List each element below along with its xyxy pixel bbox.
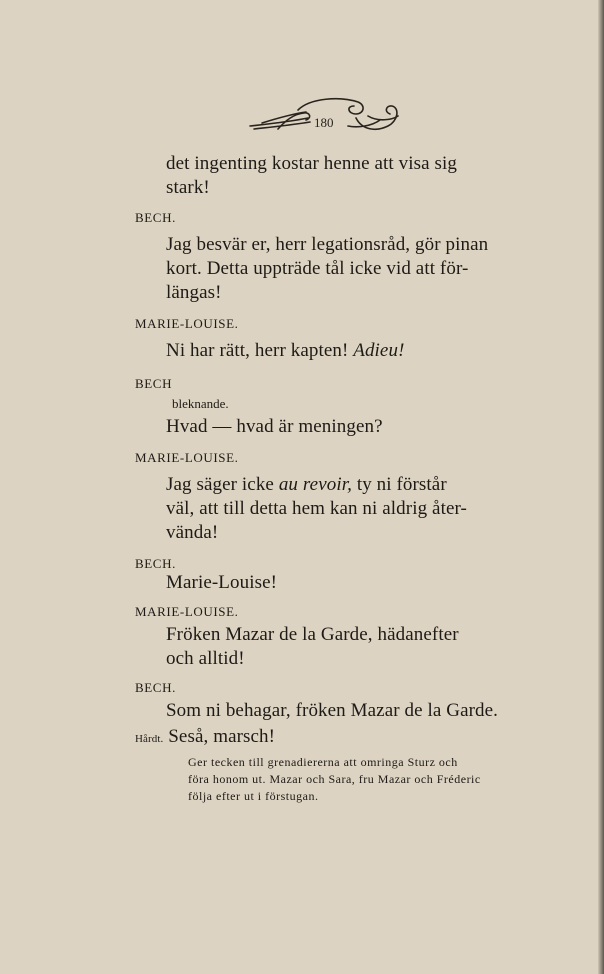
speaker-label: MARIE-LOUISE. (135, 316, 239, 331)
text-line: stark! (166, 177, 210, 198)
text-line: kort. Detta uppträde tål icke vid att för- (166, 258, 469, 279)
text-line (166, 474, 447, 496)
text-line: det ingenting kostar henne att visa sig (166, 153, 457, 174)
text-span: Jag säger icke (166, 474, 274, 495)
speaker-label: BECH (135, 376, 173, 391)
text-line: Fröken Mazar de la Garde, hädanefter (166, 624, 459, 645)
speaker-label: MARIE-LOUISE. (135, 604, 239, 619)
text-line: Jag besvär er, herr legationsråd, gör pinan (166, 234, 489, 255)
speaker-label: BECH. (135, 556, 176, 571)
italic-text: Adieu! (353, 340, 405, 361)
text-span: Ni har rätt, herr kapten! (166, 340, 349, 361)
page-number: 180 (314, 115, 334, 130)
text-line: Hvad — hvad är meningen? (166, 416, 383, 437)
text-span: Seså, marsch! (168, 726, 276, 747)
text-line: och alltid! (166, 648, 245, 669)
text-span: ty ni förstår (356, 474, 447, 495)
text-line: vända! (166, 522, 219, 543)
text-line (166, 340, 405, 362)
stage-direction: bleknande. (172, 396, 229, 411)
speaker-label: BECH. (135, 680, 176, 695)
page-edge (598, 0, 604, 974)
stage-direction-line: föra honom ut. Mazar och Sara, fru Mazar och Fréderic (188, 772, 481, 786)
speaker-label: BECH. (135, 210, 176, 225)
italic-text: au revoir, (278, 474, 352, 495)
page-header-ornament (248, 96, 408, 138)
stage-direction-line: Ger tecken till grenadiererna att omringa Sturz och (188, 755, 458, 769)
text-line: längas! (166, 282, 222, 303)
text-line: Marie-Louise! (166, 572, 278, 593)
stage-direction-line: följa efter ut i förstugan. (188, 789, 319, 803)
text-line: väl, att till detta hem kan ni aldrig åter- (166, 498, 467, 519)
text-line (135, 726, 275, 750)
speaker-label: MARIE-LOUISE. (135, 450, 239, 465)
stage-direction: Hårdt. (135, 733, 164, 745)
text-line: Som ni behagar, fröken Mazar de la Garde. (166, 700, 499, 721)
